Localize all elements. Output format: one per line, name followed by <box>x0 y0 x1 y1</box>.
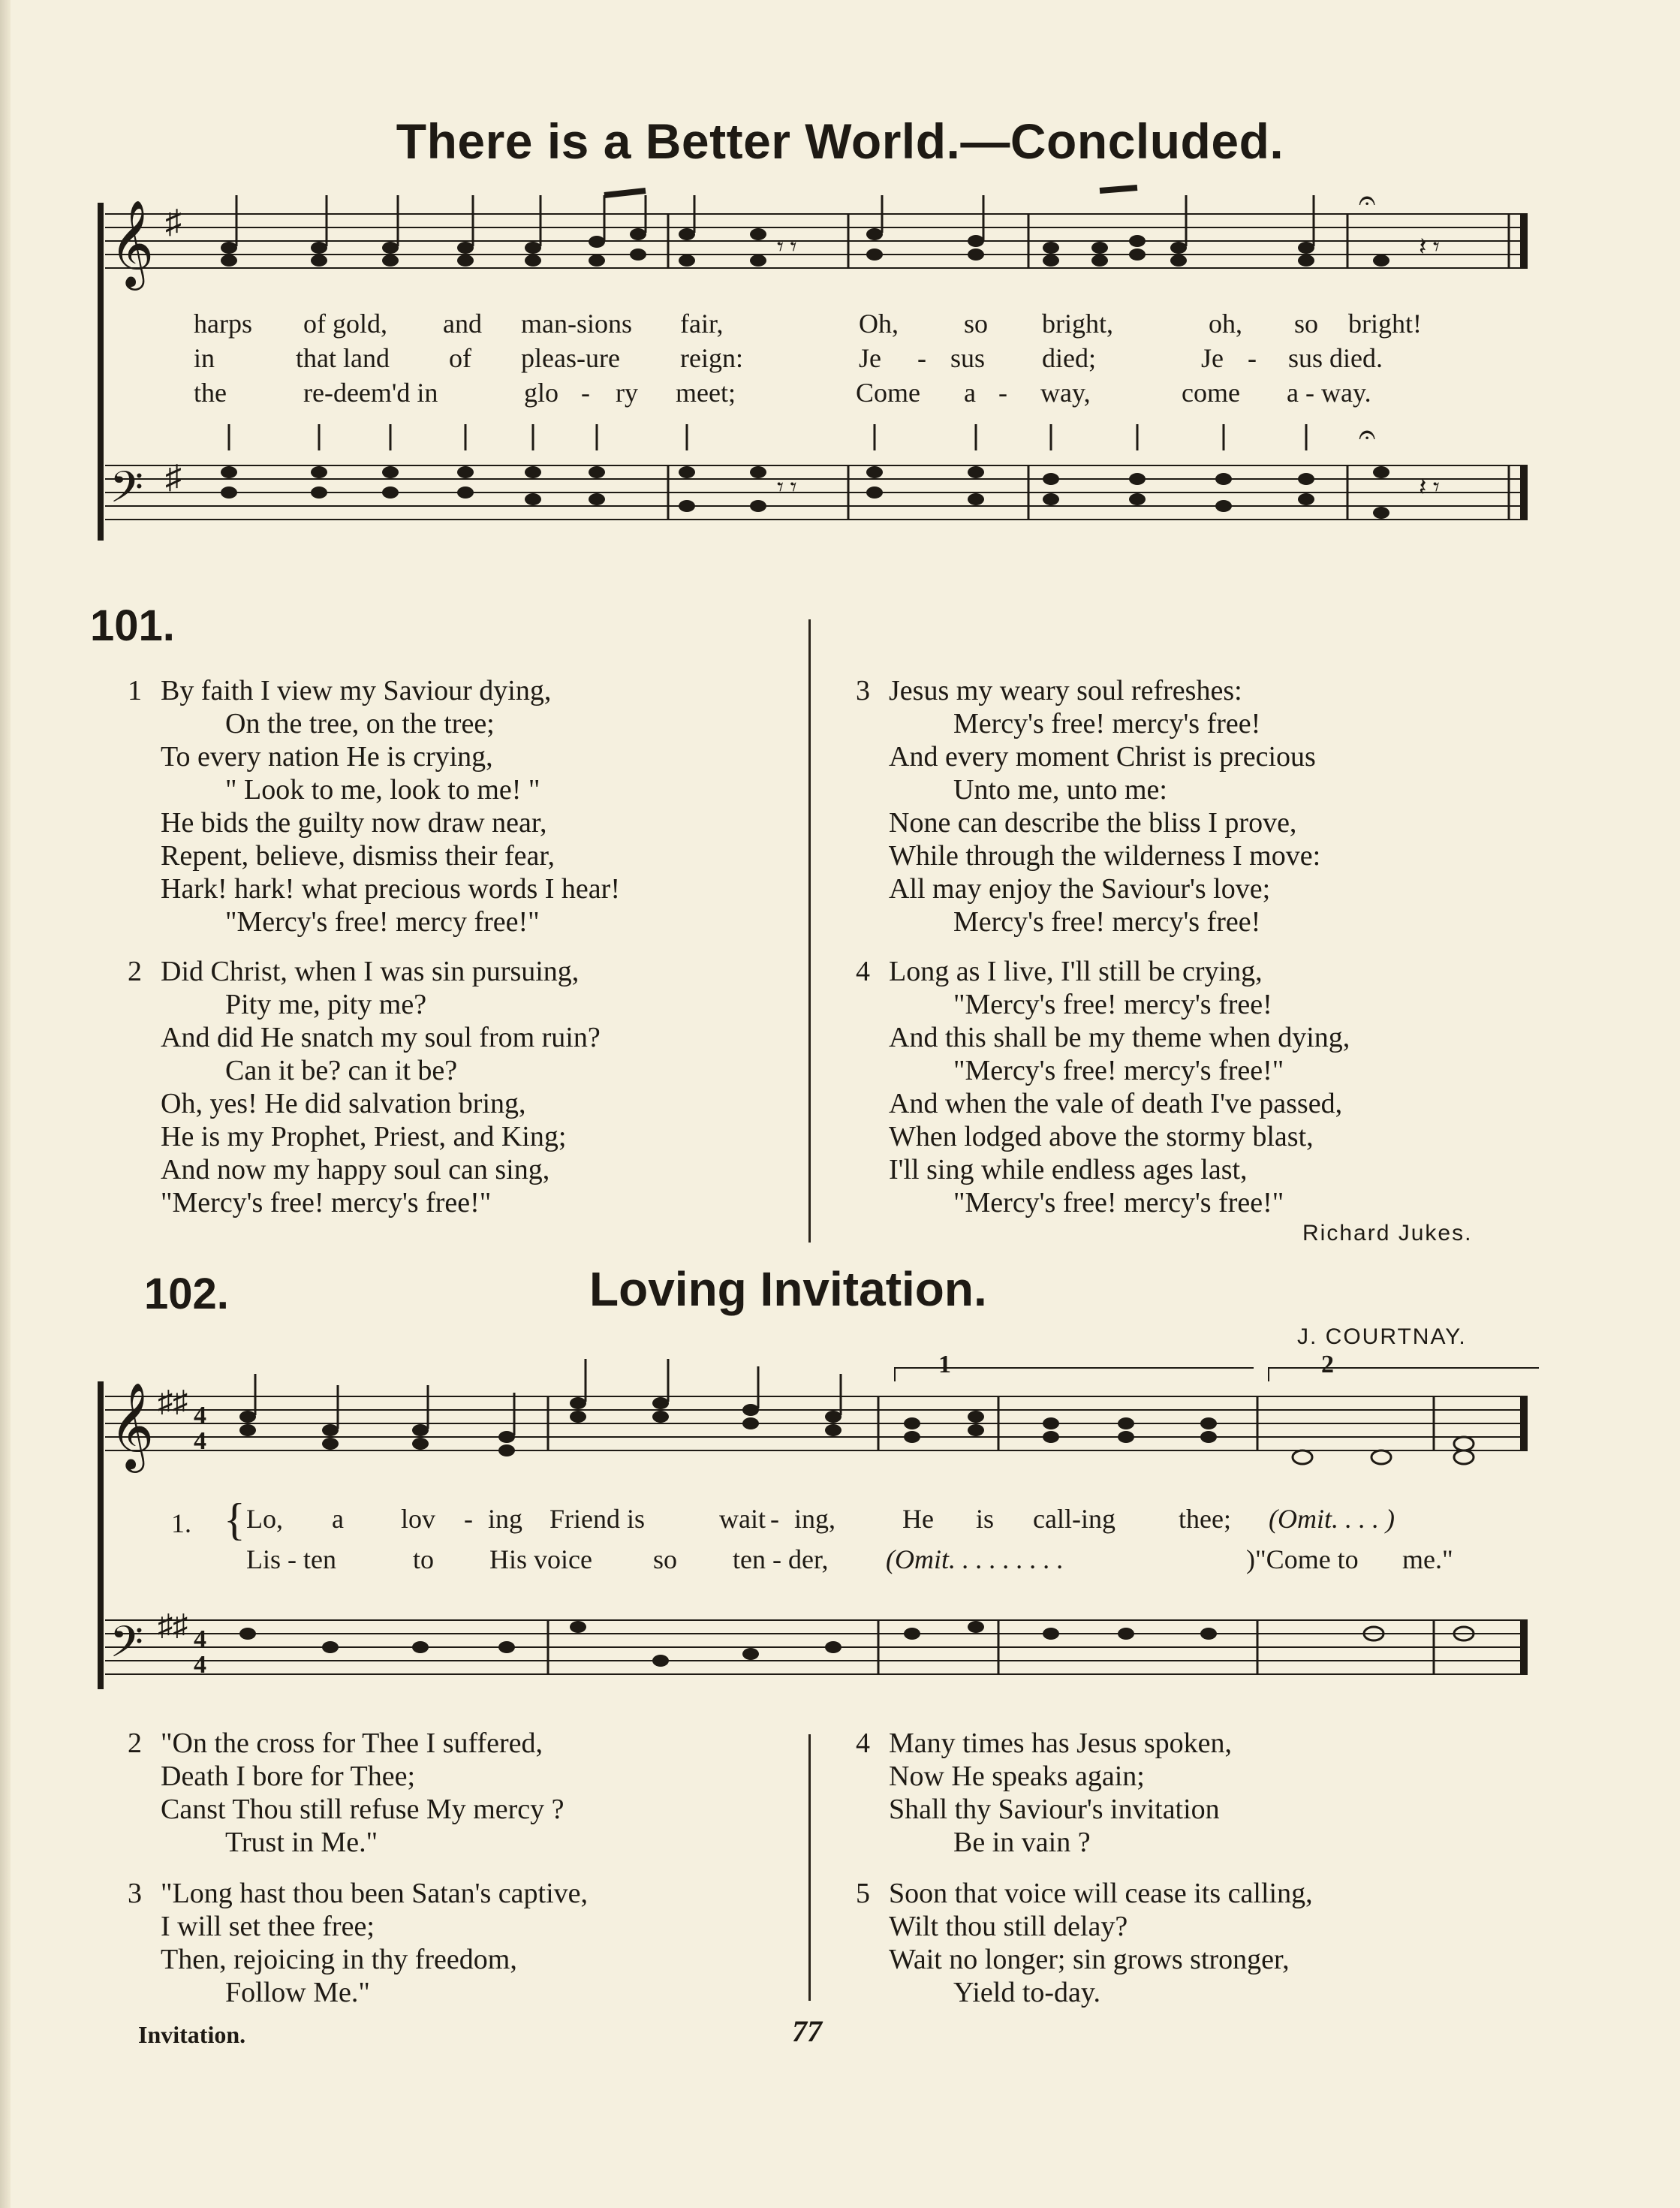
svg-text:𝄾 𝄾: 𝄾 𝄾 <box>777 474 797 502</box>
treble-clef-icon: 𝄞 <box>110 1384 155 1468</box>
hymn-102-title: Loving Invitation. <box>589 1262 987 1316</box>
fermata-icon: 𝄐 <box>1359 417 1376 451</box>
svg-text:𝄽 𝄾: 𝄽 𝄾 <box>1419 474 1440 502</box>
footer-category: Invitation. <box>138 2021 246 2048</box>
author-credit: Richard Jukes. <box>1302 1221 1473 1246</box>
treble-clef-icon: 𝄞 <box>110 202 155 285</box>
bass-notes <box>239 1621 1217 1667</box>
svg-text:4: 4 <box>194 1427 206 1455</box>
hymn-102-verse-5: 5 Soon that voice will cease its calling, Wilt thou still delay? Wait no longer; sin grows stronger, Yield to-day. <box>856 1878 1313 2008</box>
bass-clef-icon: 𝄢 <box>110 1619 144 1677</box>
hymn-101-verse-4: 4 Long as I live, I'll still be crying, "Mercy's free! mercy's free! And this shall be my theme when dying, "Mercy's free! mercy's free!" And when the vale of death I've passed, When lodged above the stormy blast, I'll sing while endless ages last, "Mercy's free! mercy's free!" <box>856 956 1350 1218</box>
ending-2-label: 2 <box>1321 1351 1334 1378</box>
key-sharp-icon: ♯♯ <box>158 1608 188 1642</box>
page-title: There is a Better World.—Concluded. <box>396 113 1284 169</box>
hymn-102-verse-3: 3 "Long hast thou been Satan's captive, I will set thee free; Then, rejoicing in thy freedom, Follow Me." <box>128 1878 588 2008</box>
treble-beams <box>604 188 1137 195</box>
svg-text:4: 4 <box>194 1625 206 1653</box>
time-signature: 4 <box>194 1402 206 1429</box>
key-sharp-icon: ♯♯ <box>158 1384 188 1418</box>
hymn-102-verse-4: 4 Many times has Jesus spoken, Now He speaks again; Shall thy Saviour's invitation Be in vain ? <box>856 1728 1233 1858</box>
treble-notes <box>221 228 1389 267</box>
half-notes <box>1293 1437 1474 1640</box>
hymn-102-number: 102. <box>144 1270 229 1318</box>
column-divider <box>808 619 811 1243</box>
hymn-101-number: 101. <box>90 601 175 650</box>
svg-text:𝄾 𝄾: 𝄾 𝄾 <box>777 233 797 261</box>
hymn-102-verse-2: 2 "On the cross for Thee I suffered, Death I bore for Thee; Canst Thou still refuse My mercy ? Trust in Me." <box>128 1728 565 1858</box>
composer-credit: J. COURTNAY. <box>1297 1324 1467 1349</box>
key-sharp-icon: ♯ <box>165 459 182 496</box>
bass-clef-icon: 𝄢 <box>110 465 144 523</box>
page-number: 77 <box>792 2014 822 2048</box>
column-divider <box>808 1734 811 2001</box>
treble-notes <box>239 1397 1217 1456</box>
bass-stems <box>229 424 1306 450</box>
verse-marker: 1. <box>171 1508 191 1538</box>
treble-stems <box>236 195 1314 246</box>
page-binding-edge <box>0 0 11 2208</box>
svg-text:4: 4 <box>194 1651 206 1679</box>
hymn-101-verse-2: 2 Did Christ, when I was sin pursuing, Pity me, pity me? And did He snatch my soul from ruin? Can it be? can it be? Oh, yes! He did salvation bring, He is my Prophet, Priest, and King; And now my happy soul can sing, "Mercy's free! mercy's free!" <box>128 956 601 1218</box>
hymn-101-verse-1: 1 By faith I view my Saviour dying, On the tree, on the tree; To every nation He is crying, " Look to me, look to me! " He bids the guilty now draw near, Repent, believe, dismiss their fear, Hark! hark! what precious words I hear! "Mercy's free! mercy free!" <box>128 675 620 938</box>
svg-text:𝄽 𝄾: 𝄽 𝄾 <box>1419 233 1440 261</box>
ending-1-label: 1 <box>938 1351 951 1378</box>
key-sharp-icon: ♯ <box>165 203 182 240</box>
hymn-101-verse-3: 3 Jesus my weary soul refreshes: Mercy's free! mercy's free! And every moment Christ is precious Unto me, unto me: None can describe the bliss I prove, While through the wilderness I move: All may enjoy the Saviour's love; Mercy's free! mercy's free! <box>856 675 1321 938</box>
fermata-icon: 𝄐 <box>1359 183 1376 217</box>
